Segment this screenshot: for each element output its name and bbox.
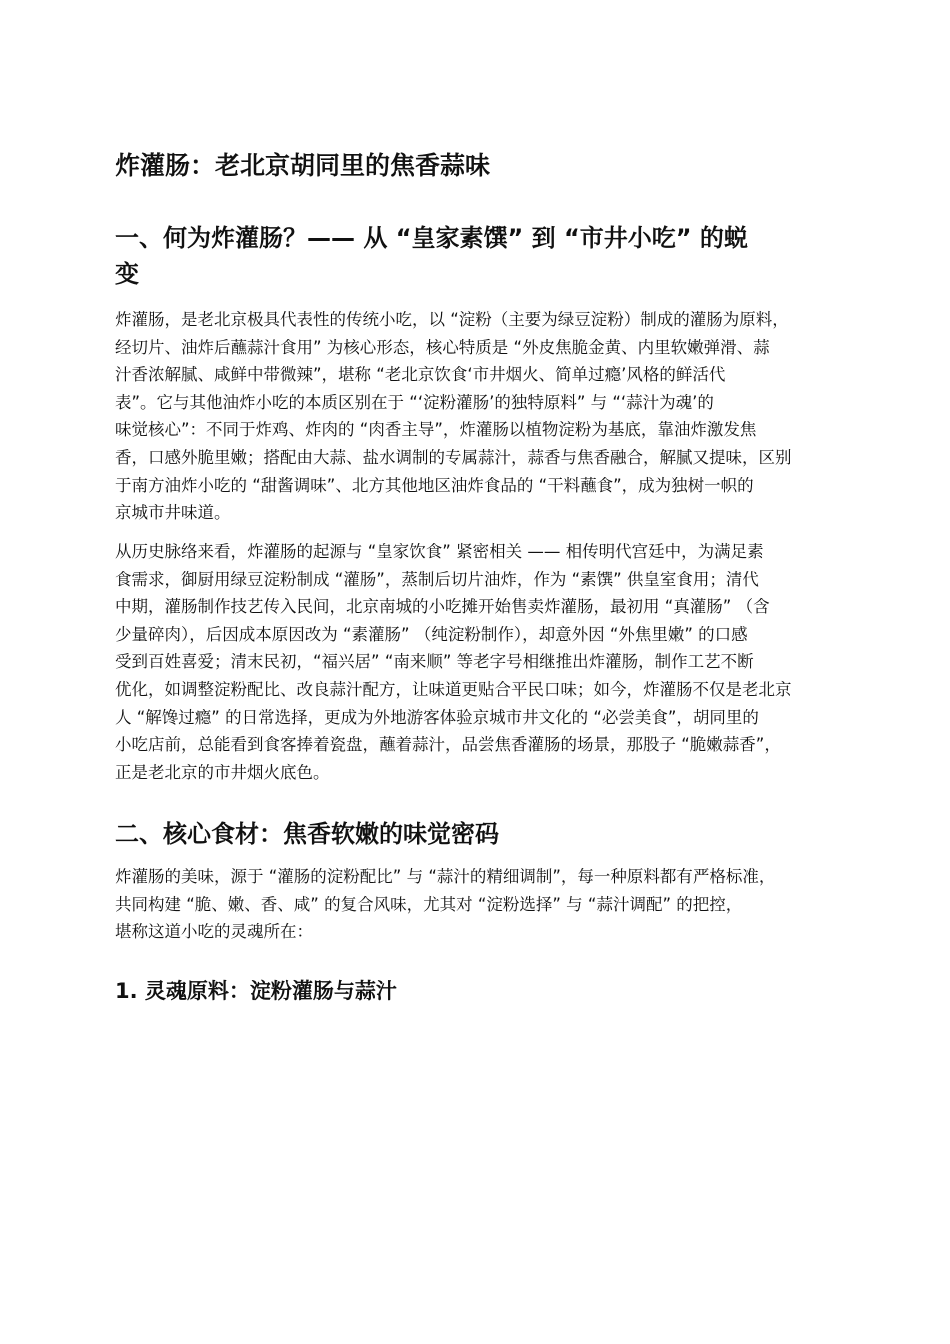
text-line: 少量碎肉），后因成本原因改为 “素灌肠” （纯淀粉制作），却意外因 “外焦里嫩” 的口感 bbox=[115, 624, 748, 644]
text-line: 炸灌肠的美味，源于 “灌肠的淀粉配比” 与 “蒜汁的精细调制”，每一种原料都有严格标准， bbox=[115, 867, 776, 886]
text-line: 正是老北京的市井烟火底色。 bbox=[115, 762, 330, 782]
text-line: 京城市井味道。 bbox=[115, 503, 231, 523]
text-line: 汁香浓解腻、咸鲜中带微辣”，堪称 “老北京饮食‘市井烟火、简单过瘾’风格的鲜活代 bbox=[115, 365, 726, 385]
text-line: 小吃店前，总能看到食客捧着瓷盘，蘸着蒜汁，品尝焦香灌肠的场景，那股子 “脆嫩蒜香”， bbox=[115, 735, 781, 755]
text-line: 香，口感外脆里嫩；搭配由大蒜、盐水调制的专属蒜汁，蒜香与焦香融合，解腻又提味，区别 bbox=[115, 447, 792, 467]
text-line: 优化，如调整淀粉配比、改良蒜汁配方，让味道更贴合平民口味；如今，炸灌肠不仅是老北京 bbox=[115, 679, 792, 699]
paragraph-history bbox=[115, 538, 792, 786]
text-line: 于南方油炸小吃的 “甜酱调味”、北方其他地区油炸食品的 “干料蘸食”，成为独树一帜的 bbox=[115, 475, 754, 495]
heading-line: 一、何为炸灌肠？—— 从 “皇家素馔” 到 “市井小吃” 的蜕 bbox=[115, 224, 748, 252]
section-1-heading bbox=[115, 220, 748, 292]
text-line: 受到百姓喜爱；清末民初，“福兴居” “南来顺” 等老字号相继推出炸灌肠，制作工艺不断 bbox=[115, 652, 754, 672]
text-line: 食需求，御厨用绿豆淀粉制成 “灌肠”，蒸制后切片油炸，作为 “素馔” 供皇室食用；清代 bbox=[115, 569, 759, 589]
section-2-heading: 二、核心食材：焦香软嫩的味觉密码 bbox=[115, 820, 499, 848]
heading-line: 变 bbox=[115, 260, 139, 288]
text-line: 经切片、油炸后蘸蒜汁食用” 为核心形态，核心特质是 “外皮焦脆金黄、内里软嫩弹滑、蒜 bbox=[115, 337, 770, 357]
text-line: 人 “解馋过瘾” 的日常选择，更成为外地游客体验京城市井文化的 “必尝美食”，胡同里的 bbox=[115, 707, 759, 727]
paragraph-definition bbox=[115, 306, 792, 527]
text-line: 堪称这道小吃的灵魂所在： bbox=[115, 922, 313, 942]
text-line: 味觉核心”：不同于炸鸡、炸肉的 “肉香主导”，炸灌肠以植物淀粉为基底，靠油炸激发焦 bbox=[115, 420, 757, 440]
paragraph-ingredients-intro bbox=[115, 863, 775, 946]
text-line: 表”。它与其他油炸小吃的本质区别在于 “‘淀粉灌肠’的独特原料” 与 “‘蒜汁为魂’的 bbox=[115, 392, 714, 412]
text-line: 炸灌肠，是老北京极具代表性的传统小吃，以 “淀粉（主要为绿豆淀粉）制成的灌肠为原料， bbox=[115, 310, 789, 329]
text-line: 共同构建 “脆、嫩、香、咸” 的复合风味，尤其对 “淀粉选择” 与 “蒜汁调配” 的把控， bbox=[115, 894, 743, 914]
subsection-heading: 1. 灵魂原料：淀粉灌肠与蒜汁 bbox=[115, 979, 397, 1003]
text-line: 从历史脉络来看，炸灌肠的起源与 “皇家饮食” 紧密相关 —— 相传明代宫廷中，为满足素 bbox=[115, 542, 764, 561]
text-line: 中期，灌肠制作技艺传入民间，北京南城的小吃摊开始售卖炸灌肠，最初用 “真灌肠” （含 bbox=[115, 597, 770, 617]
page-title: 炸灌肠：老北京胡同里的焦香蒜味 bbox=[115, 151, 491, 180]
